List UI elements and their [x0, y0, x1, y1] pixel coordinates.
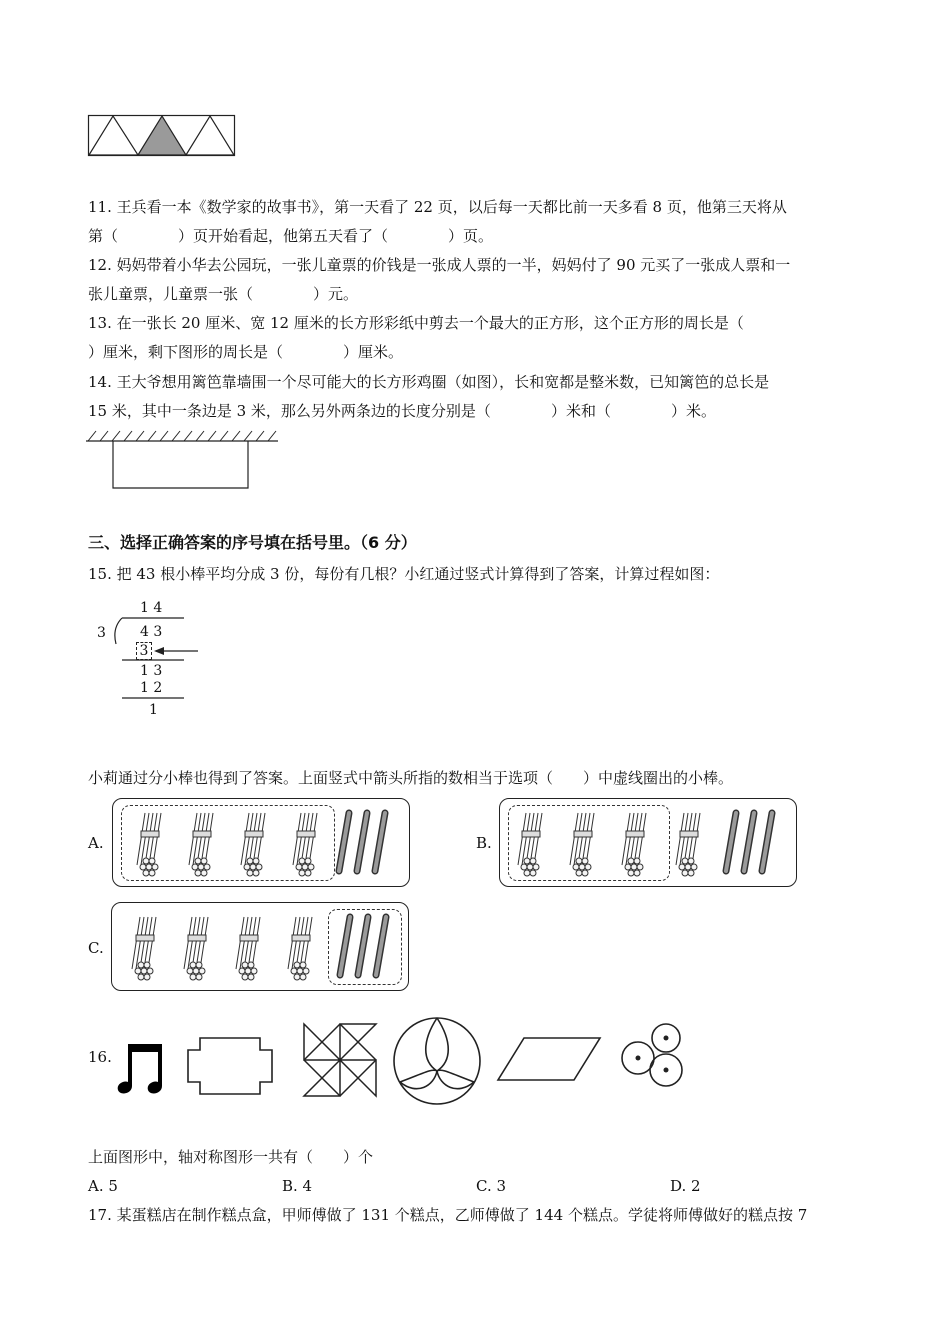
option-b-sticks [500, 799, 796, 886]
pinwheel-shape [302, 1022, 378, 1098]
division-divisor: 3 [97, 625, 106, 641]
q11-line2: 第（ ）页开始看起，他第五天看了（ ）页。 [88, 227, 494, 245]
q16-question: 上面图形中，轴对称图形一共有（ ）个 [88, 1148, 374, 1166]
q16-answer-c[interactable]: C. 3 [476, 1177, 507, 1195]
circle-petals-shape [392, 1016, 482, 1106]
q16-answer-d[interactable]: D. 2 [670, 1177, 701, 1195]
q12-line1: 12. 妈妈带着小华去公园玩，一张儿童票的价钱是一张成人票的一半，妈妈付了 90 元买了一张成人票和一 [88, 256, 791, 274]
triangle-strip-figure [88, 115, 236, 157]
cross-outline-shape [186, 1036, 274, 1098]
long-division-figure [92, 598, 212, 723]
option-a-label[interactable]: A. [88, 834, 104, 852]
wall-fence-figure [86, 430, 281, 490]
three-circles-shape [620, 1022, 688, 1088]
q14-line1: 14. 王大爷想用篱笆靠墙围一个尽可能大的长方形鸡圈（如图），长和宽都是整米数，已知篱笆的总长是 [88, 373, 770, 391]
q17-line1: 17. 某蛋糕店在制作糕点盒，甲师傅做了 131 个糕点，乙师傅做了 144 个糕点。学徒将师傅做好的糕点按 7 [88, 1206, 808, 1224]
division-quotient: 1 4 [140, 600, 163, 616]
option-c-sticks [112, 903, 408, 990]
q15-line1: 15. 把 43 根小棒平均分成 3 份，每份有几根？小红通过竖式计算得到了答案，计算过程如图： [88, 565, 720, 583]
option-c-label[interactable]: C. [88, 939, 104, 957]
division-step2: 1 3 [140, 663, 163, 679]
option-b-box[interactable] [499, 798, 797, 887]
q15-line2: 小莉通过分小棒也得到了答案。上面竖式中箭头所指的数相当于选项（ ）中虚线圈出的小棒。 [88, 769, 734, 787]
division-dividend: 4 3 [140, 624, 163, 640]
section-3-heading: 三、选择正确答案的序号填在括号里。（6 分） [88, 533, 417, 552]
option-b-label[interactable]: B. [476, 834, 492, 852]
q11-line1: 11. 王兵看一本《数学家的故事书》，第一天看了 22 页，以后每一天都比前一天多看 8 页，他第三天将从 [88, 198, 787, 216]
option-c-box[interactable] [111, 902, 409, 991]
q13-line2: ）厘米，剩下图形的周长是（ ）厘米。 [88, 343, 404, 361]
q16-number: 16. [88, 1048, 112, 1066]
division-step1-boxed: 3 [136, 642, 152, 660]
division-step3: 1 2 [140, 680, 163, 696]
option-a-sticks [113, 799, 409, 886]
parallelogram-shape [496, 1036, 602, 1082]
option-a-box[interactable] [112, 798, 410, 887]
q16-answer-b[interactable]: B. 4 [282, 1177, 313, 1195]
music-note-shape [118, 1038, 168, 1098]
bundle [137, 813, 317, 876]
division-lines [92, 598, 212, 723]
q12-line2: 张儿童票，儿童票一张（ ）元。 [88, 285, 359, 303]
q13-line1: 13. 在一张长 20 厘米、宽 12 厘米的长方形彩纸中剪去一个最大的正方形，这个正方形的周长是（ [88, 314, 744, 332]
division-remainder: 1 [149, 702, 158, 718]
q16-answer-a[interactable]: A. 5 [88, 1177, 118, 1195]
q14-line2: 15 米，其中一条边是 3 米，那么另外两条边的长度分别是（ ）米和（ ）米。 [88, 402, 716, 420]
